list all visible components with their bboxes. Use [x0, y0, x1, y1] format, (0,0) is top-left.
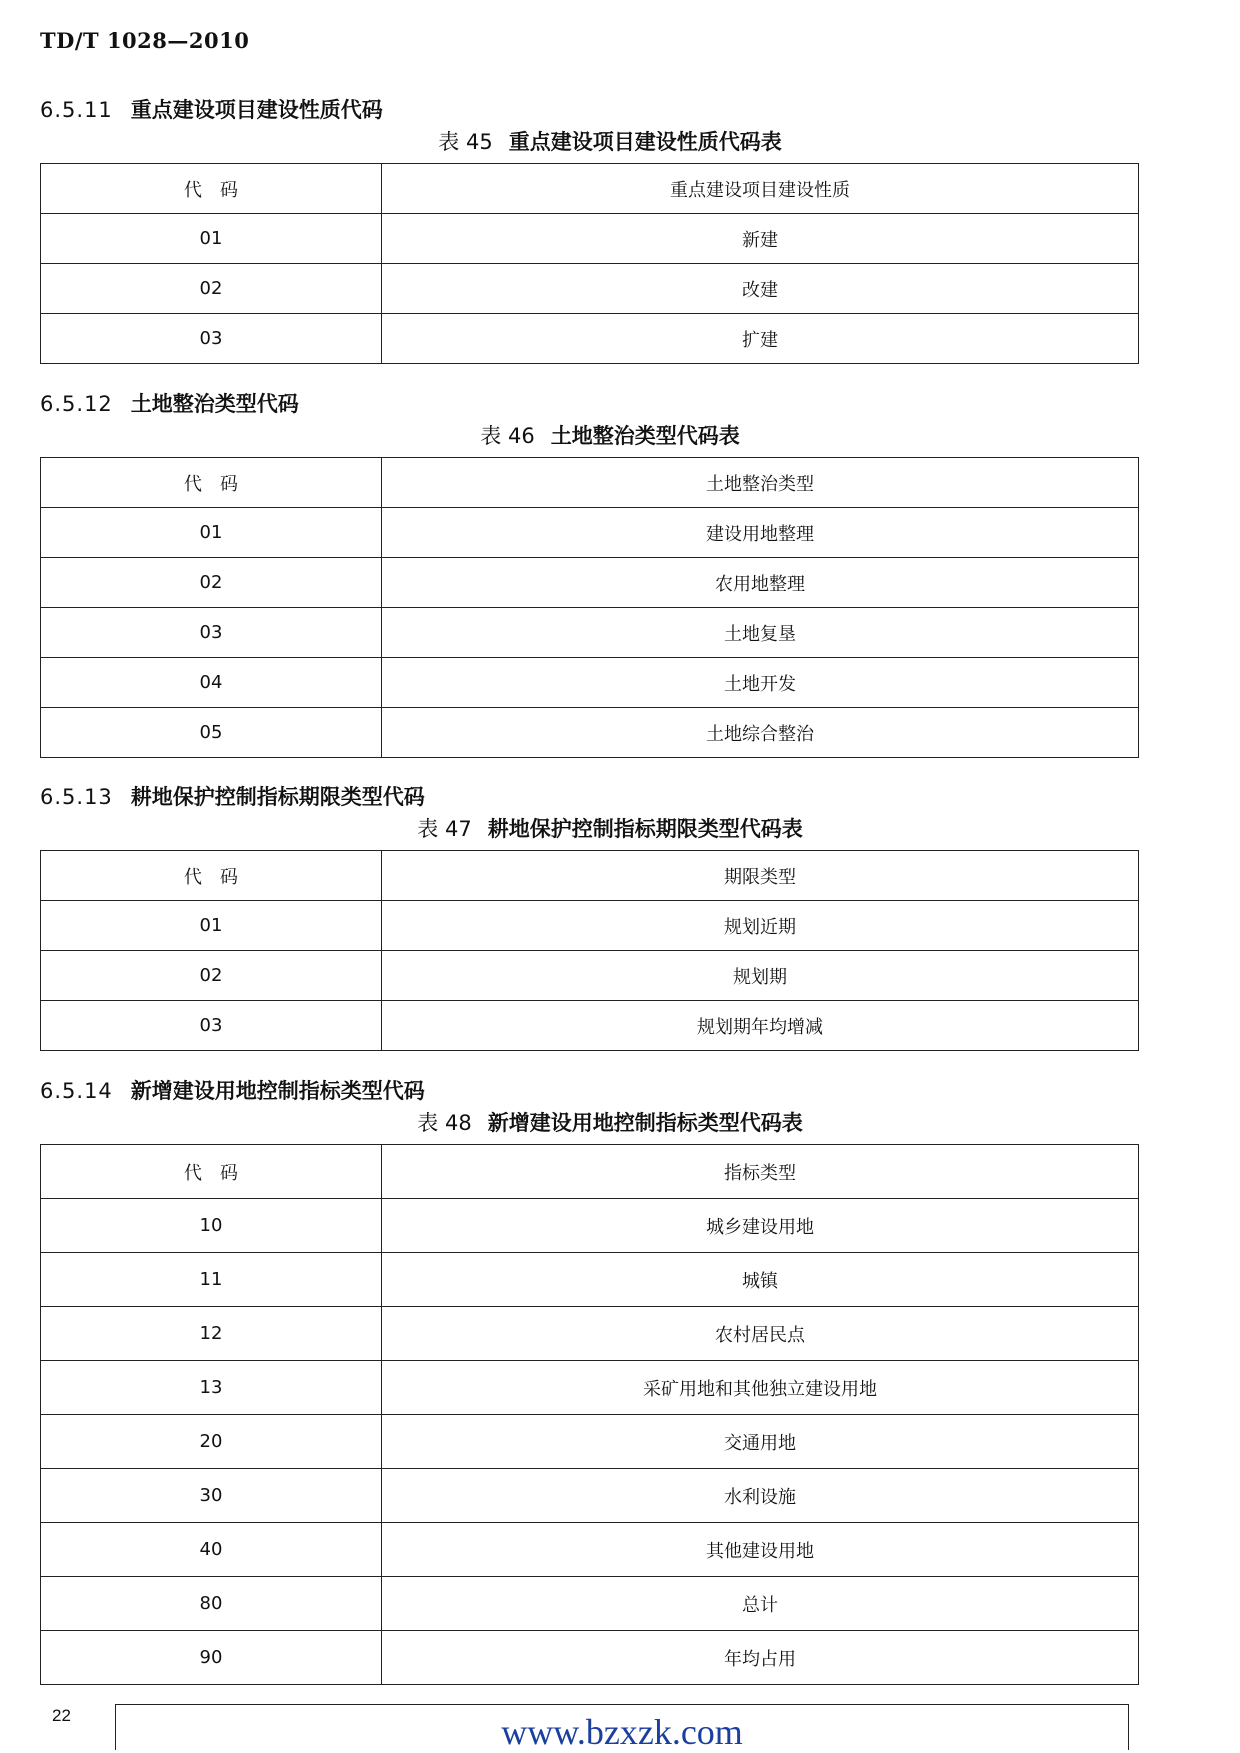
table-row	[41, 314, 1139, 364]
row-name: 土地复垦	[382, 608, 1139, 658]
row-code: 03	[41, 608, 382, 658]
column-header-name: 指标类型	[382, 1145, 1139, 1199]
row-code: 20	[41, 1415, 382, 1469]
row-code: 11	[41, 1253, 382, 1307]
table-number: 表 48	[417, 1111, 472, 1135]
table-row	[41, 708, 1139, 758]
table-title: 土地整治类型代码表	[550, 424, 740, 448]
row-code: 02	[41, 558, 382, 608]
table-header-row	[41, 458, 1139, 508]
row-code: 80	[41, 1577, 382, 1631]
row-name: 水利设施	[382, 1469, 1139, 1523]
column-header-code: 代码	[41, 1145, 382, 1199]
row-name: 城乡建设用地	[382, 1199, 1139, 1253]
table-number: 表 45	[438, 130, 493, 154]
row-code: 02	[41, 264, 382, 314]
section-heading	[40, 782, 1140, 812]
row-code: 12	[41, 1307, 382, 1361]
section-6-5-12	[40, 389, 1140, 758]
table-row	[41, 508, 1139, 558]
code-table-47	[40, 850, 1139, 1051]
row-name: 农村居民点	[382, 1307, 1139, 1361]
row-name: 规划期	[382, 951, 1139, 1001]
table-title: 新增建设用地控制指标类型代码表	[487, 1111, 803, 1135]
section-number: 6.5.12	[40, 392, 113, 416]
code-table-45	[40, 163, 1139, 364]
table-row	[41, 1469, 1139, 1523]
table-row	[41, 1361, 1139, 1415]
section-title: 耕地保护控制指标期限类型代码	[130, 785, 425, 809]
row-code: 02	[41, 951, 382, 1001]
row-code: 40	[41, 1523, 382, 1577]
table-row	[41, 264, 1139, 314]
column-header-code: 代码	[41, 164, 382, 214]
column-header-code: 代码	[41, 851, 382, 901]
row-name: 扩建	[382, 314, 1139, 364]
section-title: 重点建设项目建设性质代码	[130, 98, 383, 122]
section-heading	[40, 1076, 1140, 1106]
row-code: 03	[41, 314, 382, 364]
table-header-row	[41, 851, 1139, 901]
row-name: 城镇	[382, 1253, 1139, 1307]
section-6-5-13	[40, 782, 1140, 1051]
table-row	[41, 1199, 1139, 1253]
page-number: 22	[52, 1706, 71, 1725]
table-number: 表 46	[480, 424, 535, 448]
row-name: 规划期年均增减	[382, 1001, 1139, 1051]
table-row	[41, 1577, 1139, 1631]
row-name: 交通用地	[382, 1415, 1139, 1469]
table-title: 重点建设项目建设性质代码表	[508, 130, 782, 154]
section-number: 6.5.14	[40, 1079, 113, 1103]
code-table-48	[40, 1144, 1139, 1685]
column-header-code: 代码	[41, 458, 382, 508]
row-name: 总计	[382, 1577, 1139, 1631]
table-row	[41, 1631, 1139, 1685]
row-name: 新建	[382, 214, 1139, 264]
table-row	[41, 901, 1139, 951]
row-code: 90	[41, 1631, 382, 1685]
row-name: 规划近期	[382, 901, 1139, 951]
table-row	[41, 1253, 1139, 1307]
table-row	[41, 1415, 1139, 1469]
section-heading	[40, 389, 1140, 419]
row-name: 土地综合整治	[382, 708, 1139, 758]
table-title: 耕地保护控制指标期限类型代码表	[487, 817, 803, 841]
section-number: 6.5.13	[40, 785, 113, 809]
table-number: 表 47	[417, 817, 472, 841]
row-name: 其他建设用地	[382, 1523, 1139, 1577]
row-code: 01	[41, 214, 382, 264]
row-code: 04	[41, 658, 382, 708]
row-name: 采矿用地和其他独立建设用地	[382, 1361, 1139, 1415]
table-row	[41, 1307, 1139, 1361]
column-header-name: 期限类型	[382, 851, 1139, 901]
row-code: 01	[41, 508, 382, 558]
row-code: 30	[41, 1469, 382, 1523]
row-name: 改建	[382, 264, 1139, 314]
row-code: 03	[41, 1001, 382, 1051]
row-name: 年均占用	[382, 1631, 1139, 1685]
table-header-row	[41, 1145, 1139, 1199]
table-caption	[40, 1106, 1140, 1144]
section-6-5-14	[40, 1076, 1140, 1685]
standard-code: TD/T 1028—2010	[40, 28, 250, 53]
table-caption	[40, 812, 1140, 850]
section-6-5-11	[40, 95, 1140, 364]
section-title: 新增建设用地控制指标类型代码	[130, 1079, 425, 1103]
watermark-url: www.bzxzk.com	[501, 1712, 743, 1752]
row-code: 01	[41, 901, 382, 951]
table-caption	[40, 125, 1140, 163]
row-name: 农用地整理	[382, 558, 1139, 608]
row-name: 建设用地整理	[382, 508, 1139, 558]
section-heading	[40, 95, 1140, 125]
table-row	[41, 608, 1139, 658]
table-caption	[40, 419, 1140, 457]
row-name: 土地开发	[382, 658, 1139, 708]
table-row	[41, 1523, 1139, 1577]
watermark-banner	[115, 1704, 1129, 1750]
section-title: 土地整治类型代码	[130, 392, 299, 416]
column-header-name: 土地整治类型	[382, 458, 1139, 508]
code-table-46	[40, 457, 1139, 758]
table-row	[41, 658, 1139, 708]
table-row	[41, 558, 1139, 608]
row-code: 10	[41, 1199, 382, 1253]
row-code: 05	[41, 708, 382, 758]
table-row	[41, 951, 1139, 1001]
row-code: 13	[41, 1361, 382, 1415]
table-header-row	[41, 164, 1139, 214]
table-row	[41, 214, 1139, 264]
section-number: 6.5.11	[40, 98, 113, 122]
table-row	[41, 1001, 1139, 1051]
column-header-name: 重点建设项目建设性质	[382, 164, 1139, 214]
